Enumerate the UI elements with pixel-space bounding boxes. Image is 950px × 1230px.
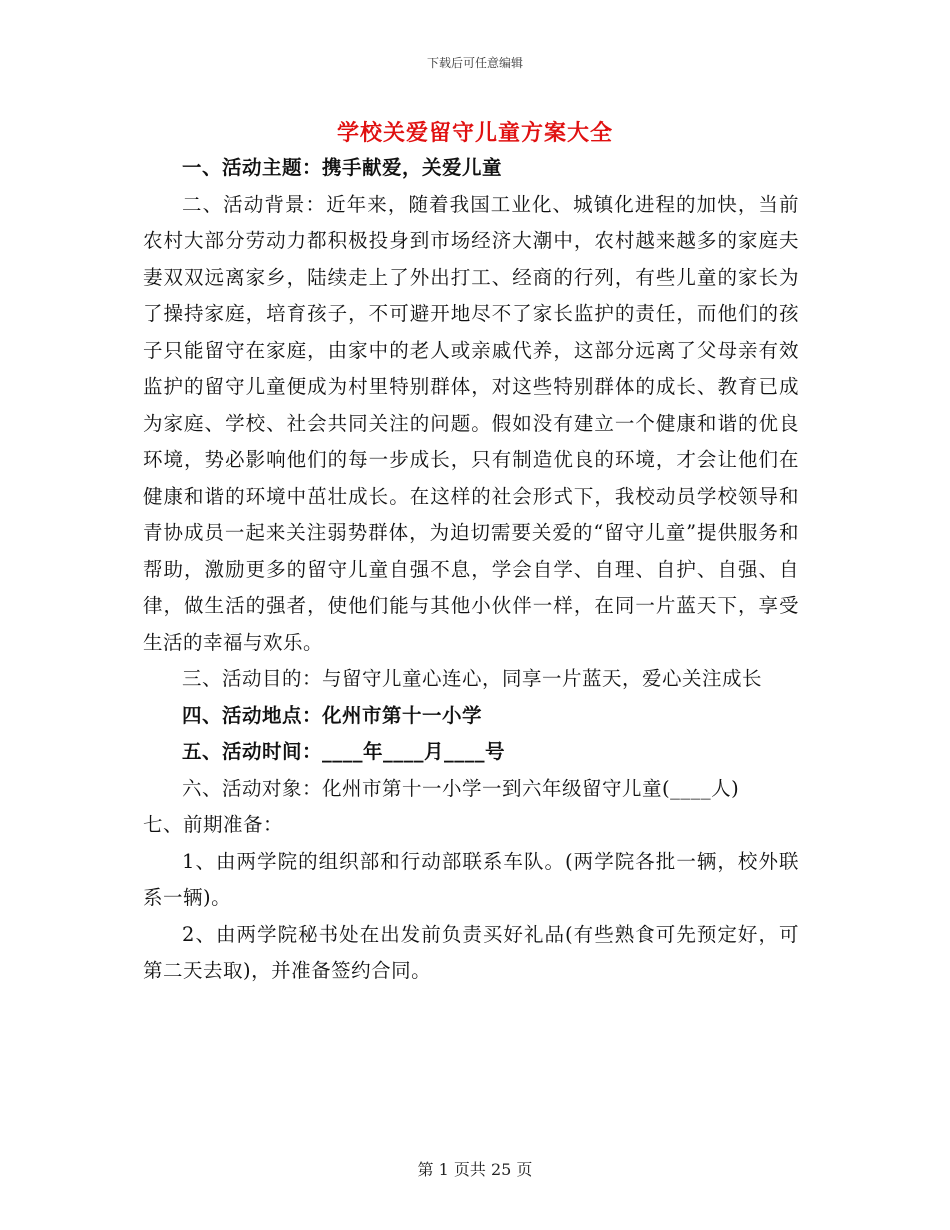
section-background: 二、活动背景：近年来，随着我国工业化、城镇化进程的加快，当前农村大部分劳动力都积极投身到市场经济大潮中，农村越来越多的家庭夫妻双双远离家乡，陆续走上了外出打工、经商的行列，有些儿童的家长为了操持家庭，培育孩子，不可避开地尽不了家长监护的责任，而他们的孩子只能留守在家庭，由家中的老人或亲戚代养，这部分远离了父母亲有效监护的留守儿童便成为村里特别群体，对这些特别群体的成长、教育已成为家庭、学校、社会共同关注的问题。假如没有建立一个健康和谐的优良环境，势必影响他们的每一步成长，只有制造优良的环境，才会让他们在健康和谐的环境中茁壮成长。在这样的社会形式下，我校动员学校领导和青协成员一起来关注弱势群体，为迫切需要关爱的“留守儿童”提供服务和帮助，激励更多的留守儿童自强不息，学会自学、自理、自护、自强、自律，做生活的强者，使他们能与其他小伙伴一样，在同一片蓝天下，享受生活的幸福与欢乐。 [143,192,799,654]
prep-item-2: 2、由两学院秘书处在出发前负责买好礼品(有些熟食可先预定好，可第二天去取)，并准备签约合同。 [143,922,799,982]
section-target: 六、活动对象：化州市第十一小学一到六年级留守儿童(____人) [182,776,740,800]
page-footer: 第 1 页共 25 页 [417,1160,533,1179]
section-theme: 一、活动主题：携手献爱，关爱儿童 [182,156,503,179]
document-body [143,150,799,990]
prep-item-1: 1、由两学院的组织部和行动部联系车队。(两学院各批一辆，校外联系一辆)。 [143,849,799,909]
document-title: 学校关爱留守儿童方案大全 [336,120,613,146]
page-header: 下载后可任意编辑 [426,56,523,70]
section-time: 五、活动时间：____年____月____号 [182,740,506,763]
section-prep-heading: 七、前期准备： [143,813,284,836]
section-purpose: 三、活动目的：与留守儿童心连心，同享一片蓝天，爱心关注成长 [182,667,763,690]
section-location: 四、活动地点：化州市第十一小学 [182,703,483,727]
